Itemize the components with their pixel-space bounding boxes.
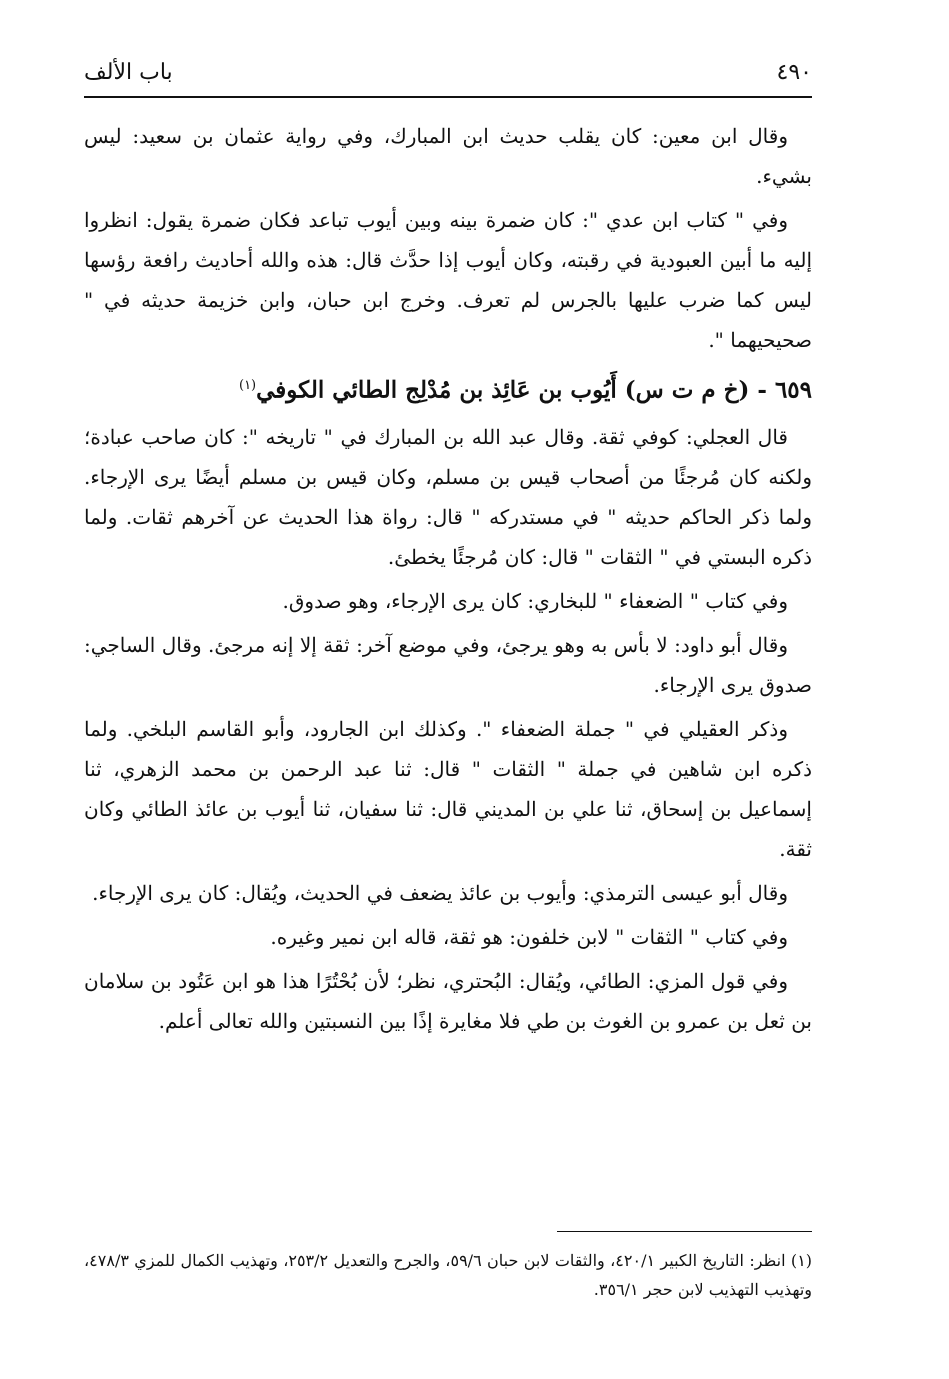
paragraph-ibn-adi: وفي " كتاب ابن عدي ": كان ضمرة بينه وبين أيوب تباعد فكان ضمرة يقول: انظروا إليه ما أبين العبودية في رقبته، وكان أيوب إذا حدَّث قال: هذه والله أحاديث رافعة رؤسها ليس كما ضرب عليها بالجرس لم تعرف. وخرج ابن حبان، وابن خزيمة حديثه في " صحيحيهما ". xyxy=(84,208,812,352)
main-text xyxy=(84,116,812,1041)
entry-heading-text: ٦٥٩ - (خ م ت س) أَيُوب بن عَائِذ بن مُدْلِج الطائي الكوفي xyxy=(256,376,812,404)
paragraph-abu-dawud: وقال أبو داود: لا بأس به وهو يرجئ، وفي موضع آخر: ثقة إلا إنه مرجئ. وقال الساجي: صدوق يرى الإرجاء. xyxy=(84,632,812,697)
paragraph-bukhari: وفي كتاب " الضعفاء " للبخاري: كان يرى الإرجاء، وهو صدوق. xyxy=(282,588,788,613)
footnote-reference[interactable]: (١) xyxy=(238,378,257,393)
paragraph-ijli: قال العجلي: كوفي ثقة. وقال عبد الله بن المبارك في " تاريخه ": كان صاحب عبادة؛ ولكنه كان مُرجئًا من أصحاب قيس بن مسلم، وكان قيس بن مسلم أيضًا يرى الإرجاء. ولما ذكر الحاكم حديثه " في مستدركه " قال: رواة هذا الحديث عن آخرهم ثقات. ولما ذكره البستي في " الثقات " قال: كان مُرجئًا يخطئ. xyxy=(84,424,812,569)
paragraph-ibn-khalfun: وفي كتاب " الثقات " لابن خلفون: هو ثقة، قاله ابن نمير وغيره. xyxy=(270,924,788,949)
page-number: ٤٩٠ xyxy=(776,60,812,85)
footnote-1: (١) انظر: التاريخ الكبير ٤٢٠/١، والثقات لابن حبان ٥٩/٦، والجرح والتعديل ٢٥٣/٢، وتهذيب الكمال للمزي ٤٧٨/٣، وتهذيب التهذيب لابن حجر ٣٥٦/١. xyxy=(84,1251,813,1299)
running-header xyxy=(84,56,812,98)
paragraph-mizzi: وفي قول المزي: الطائي، ويُقال: البُحتري، نظر؛ لأن بُحْتُرًا هذا هو ابن عَتُود بن سلامان بن ثعل بن عمرو بن الغوث بن طي فلا مغايرة إذًا بين النسبتين والله تعالى أعلم. xyxy=(84,968,812,1033)
paragraph-uqaili: وذكر العقيلي في " جملة الضعفاء ". وكذلك ابن الجارود، وأبو القاسم البلخي. ولما ذكره ابن شاهين في جملة " الثقات " قال: ثنا عبد الرحمن بن محمد الزهري، ثنا إسماعيل بن إسحاق، ثنا علي بن المديني قال: ثنا سفيان، ثنا أيوب بن عائذ الطائي وكان ثقة. xyxy=(84,716,812,861)
paragraph-ibn-maeen: وقال ابن معين: كان يقلب حديث ابن المبارك، وفي رواية عثمان بن سعيد: ليس بشيء. xyxy=(84,124,812,188)
paragraph-tirmidhi: وقال أبو عيسى الترمذي: وأيوب بن عائذ يضعف في الحديث، ويُقال: كان يرى الإرجاء. xyxy=(92,880,788,905)
footnote-divider xyxy=(557,1231,812,1232)
entry-heading xyxy=(84,364,812,413)
book-page xyxy=(84,56,813,1299)
footnotes xyxy=(84,1246,812,1304)
section-title: باب الألف xyxy=(84,60,173,85)
